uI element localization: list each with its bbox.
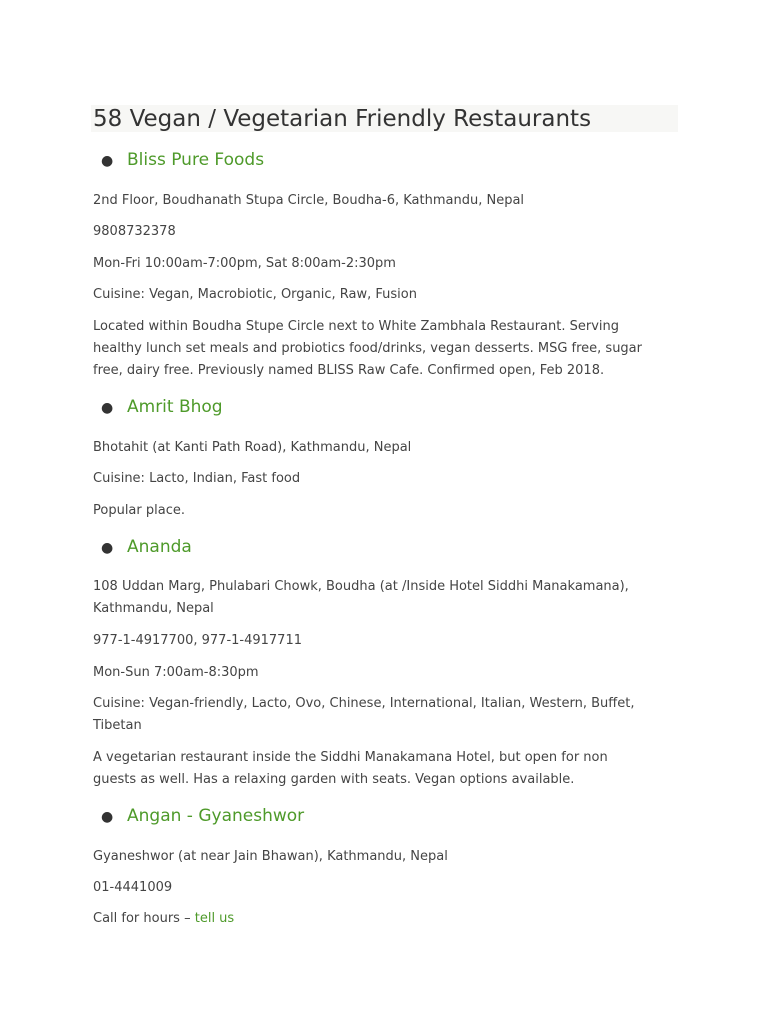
restaurant-cuisine: Cuisine: Vegan, Macrobiotic, Organic, Raw, Fusion xyxy=(93,287,417,302)
restaurant-description: free, dairy free. Previously named BLISS Raw Cafe. Confirmed open, Feb 2018. xyxy=(93,363,605,378)
restaurant-name[interactable]: Bliss Pure Foods xyxy=(127,150,265,170)
restaurant-cuisine: Cuisine: Vegan-friendly, Lacto, Ovo, Chinese, International, Italian, Western, Buffet, xyxy=(93,696,635,711)
restaurant-hours: Mon-Fri 10:00am-7:00pm, Sat 8:00am-2:30pm xyxy=(93,256,396,271)
restaurant-description: healthy lunch set meals and probiotics food/drinks, vegan desserts. MSG free, sugar xyxy=(93,341,642,356)
restaurant-heading[interactable] xyxy=(101,149,264,172)
restaurant-address: Bhotahit (at Kanti Path Road), Kathmandu, Nepal xyxy=(93,440,412,455)
restaurant-address: Kathmandu, Nepal xyxy=(93,601,214,616)
restaurant-phone: 9808732378 xyxy=(93,224,176,239)
restaurant-address: Gyaneshwor (at near Jain Bhawan), Kathmandu, Nepal xyxy=(93,849,448,864)
restaurant-name[interactable]: Angan - Gyaneshwor xyxy=(127,806,305,826)
restaurant-description: Popular place. xyxy=(93,503,185,518)
restaurant-heading[interactable] xyxy=(101,805,304,828)
restaurant-heading[interactable] xyxy=(101,396,223,419)
bullet-icon: ● xyxy=(101,400,114,416)
page-title: 58 Vegan / Vegetarian Friendly Restaurants xyxy=(91,105,678,132)
restaurant-cuisine: Tibetan xyxy=(93,718,142,733)
restaurant-hours: Mon-Sun 7:00am-8:30pm xyxy=(93,665,259,680)
restaurant-name[interactable]: Ananda xyxy=(127,537,192,557)
hours-prefix: Call for hours – xyxy=(93,911,195,926)
restaurant-hours xyxy=(93,908,683,930)
restaurant-description: A vegetarian restaurant inside the Siddhi Manakamana Hotel, but open for non xyxy=(93,750,608,765)
restaurant-description: guests as well. Has a relaxing garden with seats. Vegan options available. xyxy=(93,772,575,787)
restaurant-name[interactable]: Amrit Bhog xyxy=(127,397,223,417)
restaurant-description: Located within Boudha Stupe Circle next to White Zambhala Restaurant. Serving xyxy=(93,319,620,334)
tell-us-link[interactable]: tell us xyxy=(194,911,235,926)
bullet-icon: ● xyxy=(101,153,114,169)
restaurant-cuisine: Cuisine: Lacto, Indian, Fast food xyxy=(93,471,301,486)
restaurant-heading[interactable] xyxy=(101,536,192,559)
restaurant-address: 2nd Floor, Boudhanath Stupa Circle, Boudha-6, Kathmandu, Nepal xyxy=(93,193,525,208)
restaurant-phone: 977-1-4917700, 977-1-4917711 xyxy=(93,633,302,648)
restaurant-phone: 01-4441009 xyxy=(93,880,173,895)
restaurant-address: 108 Uddan Marg, Phulabari Chowk, Boudha (at /Inside Hotel Siddhi Manakamana), xyxy=(93,579,629,594)
bullet-icon: ● xyxy=(101,809,114,825)
bullet-icon: ● xyxy=(101,540,114,556)
